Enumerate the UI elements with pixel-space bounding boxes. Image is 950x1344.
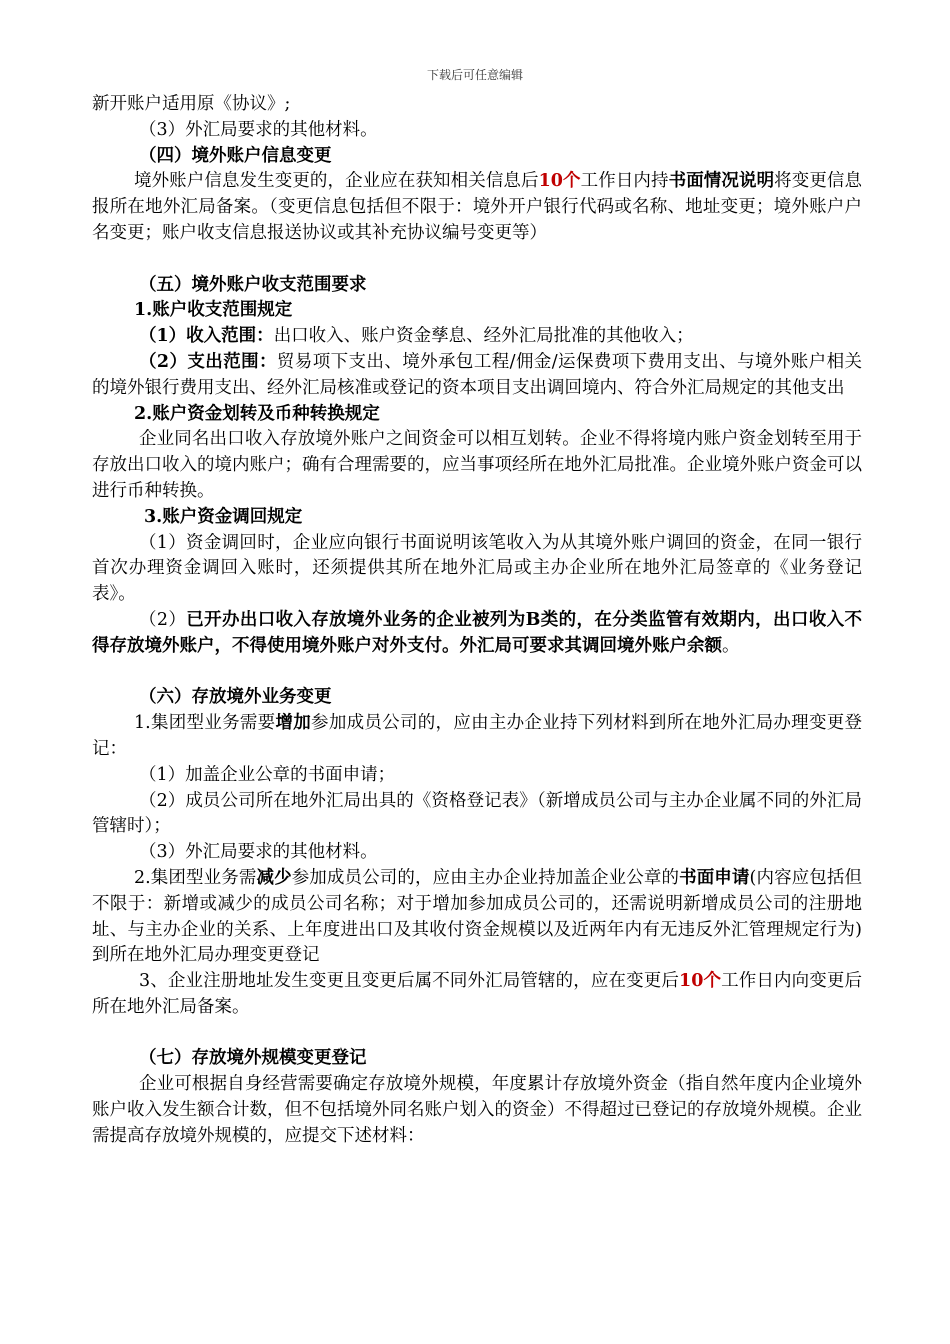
text-run: （3）外汇局要求的其他材料。	[139, 842, 378, 863]
text-run: 1.集团型业务需要	[134, 713, 276, 734]
text-run: 贸易项下支出、境外承包工程/佣金/运保费项下费用支出、与境外账户相关的境外银行费用支出、经外汇局核准或登记的资本项目支出调回境内、符合外汇局规定的其他支出	[92, 351, 862, 398]
text-run: 工作日内持	[580, 171, 669, 192]
paragraph	[92, 840, 862, 866]
bold-text: 1.账户收支范围规定	[134, 300, 293, 321]
highlight-text: 10个	[538, 171, 581, 192]
paragraph	[92, 273, 862, 299]
text-run: 将变更信息报所在地外汇局备案。（变更信息包括但不限于：境外开户银行代码或名称、地址变更；境外账户户名变更；账户收支信息报送协议或其补充协议编号变更等）	[92, 171, 863, 243]
paragraph	[92, 608, 862, 660]
text-run: 企业可根据自身经营需要确定存放境外规模，年度累计存放境外资金（指自然年度内企业境外账户收入发生额合计数，但不包括境外同名账户划入的资金）不得超过已登记的存放境外规模。企业需提高存放境外规模的，应提交下述材料：	[92, 1074, 862, 1146]
paragraph	[92, 685, 862, 711]
paragraph	[92, 169, 862, 246]
paragraph	[92, 1046, 862, 1072]
bold-text: 增加	[275, 713, 312, 734]
bold-text: 2.账户资金划转及币种转换规定	[134, 403, 380, 424]
paragraph	[92, 505, 862, 531]
paragraph	[92, 92, 862, 118]
bold-text: （1）收入范围：	[139, 326, 274, 347]
bold-text: 书面情况说明	[668, 171, 775, 192]
text-run: （2）成员公司所在地外汇局出具的《资格登记表》（新增成员公司与主办企业属不同的外汇局管辖时）；	[92, 790, 862, 837]
text-run: 2.集团型业务需	[134, 867, 257, 888]
blank-line	[92, 247, 862, 273]
paragraph	[92, 118, 862, 144]
text-run: (内容应包括但不限于：新增或减少的成员公司名称；对于增加参加成员公司的，还需说明新增成员公司的注册地址、与主办企业的关系、上年度进出口及其收付资金规模以及近两年内有无违反外汇管理规定行为)到所在地外汇局办理变更登记	[92, 867, 863, 966]
paragraph	[92, 1072, 862, 1149]
document-body	[92, 92, 862, 1150]
bold-text: （2）支出范围：	[139, 351, 277, 372]
paragraph	[92, 969, 862, 1021]
bold-text: 减少	[256, 867, 292, 888]
bold-text: （五）境外账户收支范围要求	[139, 274, 367, 295]
text-run: 出口收入、账户资金孳息、经外汇局批准的其他收入；	[273, 326, 694, 347]
bold-text: 已开办出口收入存放境外业务的企业被列为B类的，在分类监管有效期内，出口收入不得存放境外账户，不得使用境外账户对外支付。外汇局可要求其调回境外账户余额	[92, 609, 862, 656]
text-run: 企业同名出口收入存放境外账户之间资金可以相互划转。企业不得将境内账户资金划转至用于存放出口收入的境内账户；确有合理需要的，应当事项经所在地外汇局批准。企业境外账户资金可以进行币种转换。	[92, 429, 862, 501]
text-run: 3、企业注册地址发生变更且变更后属不同外汇局管辖的，应在变更后	[139, 971, 680, 992]
text-run: （2）	[139, 609, 187, 630]
text-run: 参加成员公司的，应由主办企业持加盖企业公章的	[291, 867, 680, 888]
bold-text: （六）存放境外业务变更	[139, 687, 332, 708]
text-run: （1）加盖企业公章的书面申请；	[139, 764, 396, 785]
highlight-text: 10个	[679, 971, 722, 992]
bold-text: 书面申请	[679, 867, 750, 888]
text-run: 。	[722, 635, 740, 656]
paragraph	[92, 763, 862, 789]
paragraph	[92, 144, 862, 170]
blank-line	[92, 1021, 862, 1047]
paragraph	[92, 531, 862, 608]
paragraph	[92, 324, 862, 350]
blank-line	[92, 660, 862, 686]
paragraph	[92, 298, 862, 324]
paragraph	[92, 427, 862, 504]
paragraph	[92, 402, 862, 428]
text-run: 工作日内向变更后所在地外汇局备案。	[92, 971, 862, 1017]
text-run: （1）资金调回时，企业应向银行书面说明该笔收入为从其境外账户调回的资金，在同一银行首次办理资金调回入账时，还须提供其所在地外汇局或主办企业所在地外汇局签章的《业务登记表》。	[92, 532, 862, 605]
paragraph	[92, 711, 862, 763]
page-header: 下载后可任意编辑	[426, 68, 523, 82]
text-run: 参加成员公司的，应由主办企业持下列材料到所在地外汇局办理变更登记：	[92, 713, 863, 759]
text-run: （3）外汇局要求的其他材料。	[139, 119, 378, 140]
bold-text: （四）境外账户信息变更	[139, 145, 332, 166]
text-run: 境外账户信息发生变更的，企业应在获知相关信息后	[134, 171, 539, 192]
paragraph	[92, 350, 862, 402]
paragraph	[92, 866, 862, 969]
paragraph	[92, 789, 862, 841]
bold-text: （七）存放境外规模变更登记	[139, 1048, 367, 1069]
bold-text: 3.账户资金调回规定	[144, 506, 303, 527]
text-run: 新开账户适用原《协议》;	[92, 94, 291, 114]
